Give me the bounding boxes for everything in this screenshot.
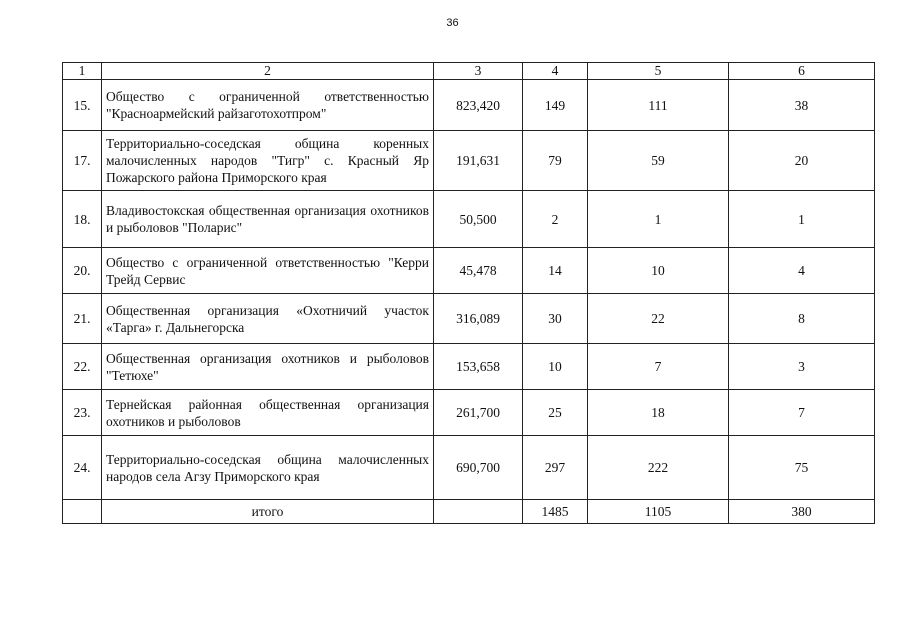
column-4-value: 149	[523, 80, 588, 131]
row-number: 20.	[63, 248, 102, 294]
column-5-value: 222	[588, 436, 729, 500]
column-4-value: 2	[523, 191, 588, 248]
table-row	[63, 248, 875, 294]
column-5-value: 111	[588, 80, 729, 131]
column-4-value: 10	[523, 344, 588, 390]
column-5-value: 22	[588, 294, 729, 344]
table-row	[63, 390, 875, 436]
column-4-value: 79	[523, 131, 588, 191]
organization-name: Общество с ограниченной ответственностью "Красноармейский райзаготохотпром"	[102, 80, 434, 131]
data-table	[62, 62, 875, 524]
total-label: итого	[102, 500, 434, 524]
organization-name: Общественная организация «Охотничий участок «Тарга» г. Дальнегорска	[102, 294, 434, 344]
table-row	[63, 191, 875, 248]
column-header: 6	[729, 63, 875, 80]
total-column-4: 1485	[523, 500, 588, 524]
header-row	[63, 63, 875, 80]
column-5-value: 10	[588, 248, 729, 294]
row-number: 18.	[63, 191, 102, 248]
empty-cell	[434, 500, 523, 524]
column-5-value: 7	[588, 344, 729, 390]
organization-name: Владивостокская общественная организация охотников и рыболовов "Поларис"	[102, 191, 434, 248]
area-value: 191,631	[434, 131, 523, 191]
empty-cell	[63, 500, 102, 524]
table-row	[63, 344, 875, 390]
column-4-value: 297	[523, 436, 588, 500]
table-row	[63, 436, 875, 500]
area-value: 690,700	[434, 436, 523, 500]
organization-name: Территориально-соседская община коренных малочисленных народов "Тигр" с. Красный Яр Пожарского района Приморского края	[102, 131, 434, 191]
row-number: 17.	[63, 131, 102, 191]
column-5-value: 59	[588, 131, 729, 191]
row-number: 21.	[63, 294, 102, 344]
column-header: 5	[588, 63, 729, 80]
column-5-value: 1	[588, 191, 729, 248]
column-6-value: 7	[729, 390, 875, 436]
column-6-value: 3	[729, 344, 875, 390]
column-6-value: 38	[729, 80, 875, 131]
column-header: 1	[63, 63, 102, 80]
column-header: 3	[434, 63, 523, 80]
row-number: 24.	[63, 436, 102, 500]
table-row	[63, 294, 875, 344]
organization-name: Территориально-соседская община малочисленных народов села Агзу Приморского края	[102, 436, 434, 500]
total-column-5: 1105	[588, 500, 729, 524]
area-value: 50,500	[434, 191, 523, 248]
row-number: 23.	[63, 390, 102, 436]
total-row	[63, 500, 875, 524]
area-value: 153,658	[434, 344, 523, 390]
column-5-value: 18	[588, 390, 729, 436]
area-value: 45,478	[434, 248, 523, 294]
column-header: 4	[523, 63, 588, 80]
row-number: 15.	[63, 80, 102, 131]
organization-name: Общественная организация охотников и рыболовов "Тетюхе"	[102, 344, 434, 390]
column-4-value: 30	[523, 294, 588, 344]
column-4-value: 25	[523, 390, 588, 436]
organization-name: Общество с ограниченной ответственностью "Керри Трейд Сервис	[102, 248, 434, 294]
column-6-value: 75	[729, 436, 875, 500]
area-value: 261,700	[434, 390, 523, 436]
row-number: 22.	[63, 344, 102, 390]
table-row	[63, 131, 875, 191]
table-row	[63, 80, 875, 131]
area-value: 316,089	[434, 294, 523, 344]
area-value: 823,420	[434, 80, 523, 131]
total-column-6: 380	[729, 500, 875, 524]
column-6-value: 1	[729, 191, 875, 248]
column-header: 2	[102, 63, 434, 80]
column-6-value: 8	[729, 294, 875, 344]
column-4-value: 14	[523, 248, 588, 294]
column-6-value: 4	[729, 248, 875, 294]
organization-name: Тернейская районная общественная организация охотников и рыболовов	[102, 390, 434, 436]
column-6-value: 20	[729, 131, 875, 191]
page-number: 36	[446, 17, 459, 29]
